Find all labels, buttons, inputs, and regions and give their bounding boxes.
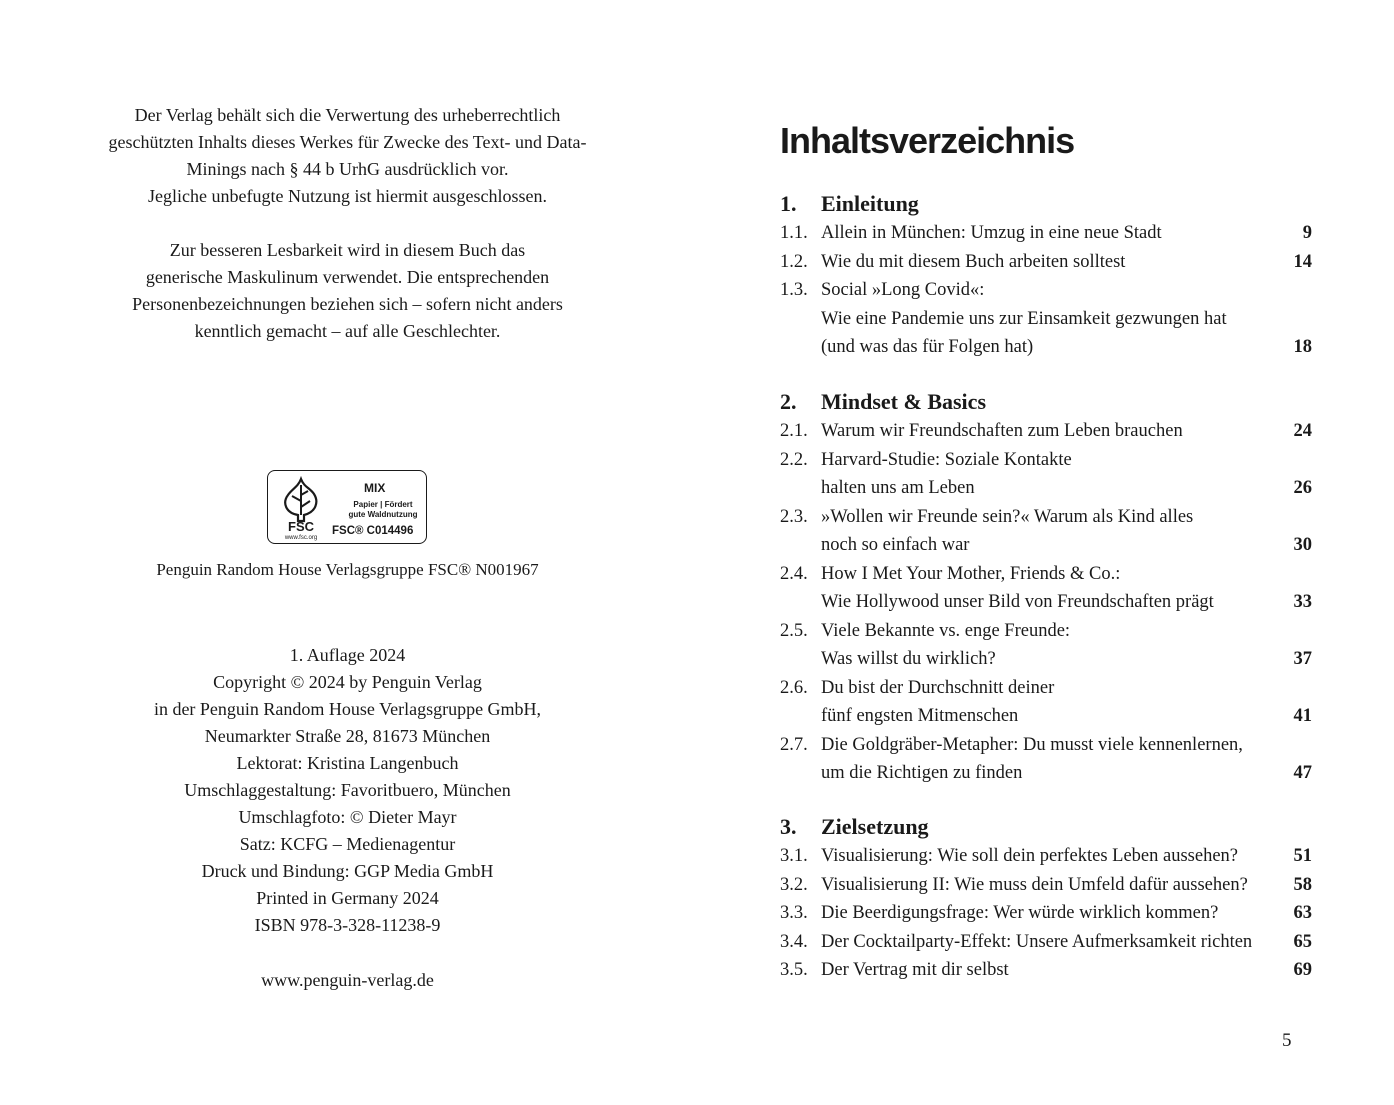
toc-entry[interactable] [780,446,1312,503]
toc-entry-title: um die Richtigen zu finden [821,763,1023,783]
toc-entry-title: Du bist der Durchschnitt deiner [821,677,1055,698]
toc-entry-page: 47 [1293,763,1312,783]
toc-entry-number: 3.2. [780,874,808,895]
toc-section-2 [780,387,1312,788]
toc-entry-title: Visualisierung II: Wie muss dein Umfeld dafür aussehen? [821,874,1248,895]
fsc-tree-icon [276,475,326,541]
fsc-license-code: FSC® C014496 [332,525,414,537]
toc-entry[interactable] [780,503,1312,560]
toc-entry-number: 1.1. [780,223,808,243]
toc-entry-number: 2.5. [780,620,808,641]
toc-entry[interactable] [780,560,1312,617]
toc-entry-title: How I Met Your Mother, Friends & Co.: [821,563,1121,584]
tdm-notice-line: Jegliche unbefugte Nutzung ist hiermit ausgeschlossen. [148,186,547,206]
toc-entry-page: 41 [1293,706,1312,726]
toc-entry-number: 2.3. [780,506,808,527]
toc-entry-page: 14 [1293,251,1312,272]
toc-entry-title: Der Vertrag mit dir selbst [821,960,1009,980]
gender-notice-line: kenntlich gemacht – auf alle Geschlechter. [194,321,501,341]
toc-entry-title: Warum wir Freundschaften zum Leben brauchen [821,421,1183,441]
imprint-line: Lektorat: Kristina Langenbuch [236,753,459,773]
gender-notice-line: Personenbezeichnungen beziehen sich – sofern nicht anders [132,294,563,314]
toc-entry-title: »Wollen wir Freunde sein?« Warum als Kind alles [821,506,1194,527]
toc-entry[interactable] [780,219,1312,248]
toc-entry[interactable] [780,617,1312,674]
toc-entry[interactable] [780,928,1312,957]
fsc-brand-text: FSC [288,519,314,534]
toc-entry[interactable] [780,956,1312,985]
toc-entry-number: 2.7. [780,734,808,755]
toc-entry-title: Wie eine Pandemie uns zur Einsamkeit gezwungen hat [821,308,1227,329]
toc-section-title: Mindset & Basics [821,389,986,414]
fsc-url-text: www.fsc.org [284,535,318,541]
toc-entry-page: 26 [1293,478,1312,498]
toc-entry-title: fünf engsten Mitmenschen [821,706,1019,726]
imprint-line: in der Penguin Random House Verlagsgruppe GmbH, [153,699,542,719]
toc-entry[interactable] [780,248,1312,277]
toc-section-number: 3. [780,814,797,839]
toc-section-1 [780,189,1312,362]
toc-entry[interactable] [780,674,1312,731]
toc-entry-title: Harvard-Studie: Soziale Kontakte [821,449,1072,470]
toc-entry-number: 2.1. [780,421,808,441]
toc-section-3 [780,812,1312,985]
toc-entry-page: 9 [1302,223,1312,243]
toc-entry-page: 30 [1293,535,1312,555]
toc-entry-number: 2.4. [780,563,808,584]
toc-section-number: 2. [780,389,797,414]
left-page [70,0,625,1105]
toc-entry-page: 69 [1293,960,1312,980]
toc-section-title: Zielsetzung [821,814,929,839]
imprint-line: Printed in Germany 2024 [256,888,439,908]
toc-entry[interactable] [780,842,1312,871]
imprint-line: Umschlaggestaltung: Favoritbuero, München [184,780,511,800]
toc-entry-number: 3.3. [780,903,808,923]
toc-entry-title: Was willst du wirklich? [821,649,996,669]
gender-notice-line: generische Maskulinum verwendet. Die entsprechenden [145,267,550,287]
imprint-line: Satz: KCFG – Medienagentur [239,834,456,854]
toc-entry-number: 3.5. [780,960,808,980]
toc-entry-page: 63 [1293,903,1312,923]
toc-entry[interactable] [780,731,1312,788]
toc-entry-title: Die Beerdigungsfrage: Wer würde wirklich kommen? [821,903,1219,923]
toc-title: Inhaltsverzeichnis [780,120,1075,161]
imprint [70,642,625,939]
toc-entry-title: Visualisierung: Wie soll dein perfektes Leben aussehen? [821,846,1239,866]
right-page [780,0,1320,1105]
fsc-logo [267,470,427,544]
toc-entry-page: 18 [1293,337,1312,357]
toc-entry-title: Wie Hollywood unser Bild von Freundschaften prägt [821,592,1214,612]
toc-section-number: 1. [780,191,797,216]
toc-entry-title: Viele Bekannte vs. enge Freunde: [821,620,1071,641]
imprint-line: ISBN 978-3-328-11238-9 [254,915,441,935]
fsc-desc-line: Papier | Fördert [353,500,413,509]
toc-entry[interactable] [780,417,1312,446]
toc-entry-number: 3.4. [780,931,808,952]
website-url[interactable]: www.penguin-verlag.de [261,970,434,990]
fsc-group-line: Penguin Random House Verlagsgruppe FSC® N001967 [156,560,539,579]
tdm-notice-line: Minings nach § 44 b UrhG ausdrücklich vor. [186,159,509,179]
toc-entry-page: 37 [1293,649,1312,669]
toc-entry[interactable] [780,276,1312,362]
toc-entry-page: 58 [1293,874,1312,895]
toc-entry-number: 2.2. [780,449,808,470]
toc-entry-page: 24 [1293,421,1312,441]
fsc-description [338,500,428,520]
fsc-mix-label: MIX [364,481,386,495]
imprint-line: Umschlagfoto: © Dieter Mayr [238,807,457,827]
toc-entry-title: Wie du mit diesem Buch arbeiten solltest [821,251,1126,272]
toc-section-heading [780,189,1312,219]
toc-entry-title: Der Cocktailparty-Effekt: Unsere Aufmerksamkeit richten [821,931,1253,952]
tdm-notice-line: Der Verlag behält sich die Verwertung des urheberrechtlich [134,105,561,125]
toc-entry-page: 65 [1293,931,1312,952]
tdm-notice-line: geschützten Inhalts dieses Werkes für Zwecke des Text- und Data- [108,132,587,152]
page-number: 5 [1282,1030,1292,1051]
toc-section-heading [780,387,1312,417]
toc-entry-number: 3.1. [780,846,808,866]
imprint-line: Druck und Bindung: GGP Media GmbH [201,861,494,881]
toc-entry-title: (und was das für Folgen hat) [821,337,1034,357]
toc-entry-number: 1.2. [780,251,808,272]
toc-entry-title: halten uns am Leben [821,478,975,498]
toc-entry-title: Allein in München: Umzug in eine neue Stadt [821,223,1162,243]
gender-notice-line: Zur besseren Lesbarkeit wird in diesem Buch das [169,240,526,260]
toc-entry-title: noch so einfach war [821,535,970,555]
toc-entry-number: 2.6. [780,677,808,698]
toc-entry-page: 33 [1293,592,1312,612]
toc-entry-number: 1.3. [780,280,808,300]
imprint-line: 1. Auflage 2024 [289,645,406,665]
toc-section-title: Einleitung [821,191,919,216]
toc-entry[interactable] [780,899,1312,928]
toc-entry-page: 51 [1293,846,1312,866]
tdm-notice [70,102,625,210]
imprint-line: Copyright © 2024 by Penguin Verlag [213,672,482,692]
fsc-desc-line: gute Waldnutzung [348,510,418,519]
gender-notice [70,237,625,345]
toc-entry-title: Die Goldgräber-Metapher: Du musst viele kennenlernen, [821,734,1243,755]
imprint-line: Neumarkter Straße 28, 81673 München [204,726,491,746]
toc-section-heading [780,812,1312,842]
toc-entry-title: Social »Long Covid«: [821,280,985,300]
toc-entry[interactable] [780,871,1312,900]
